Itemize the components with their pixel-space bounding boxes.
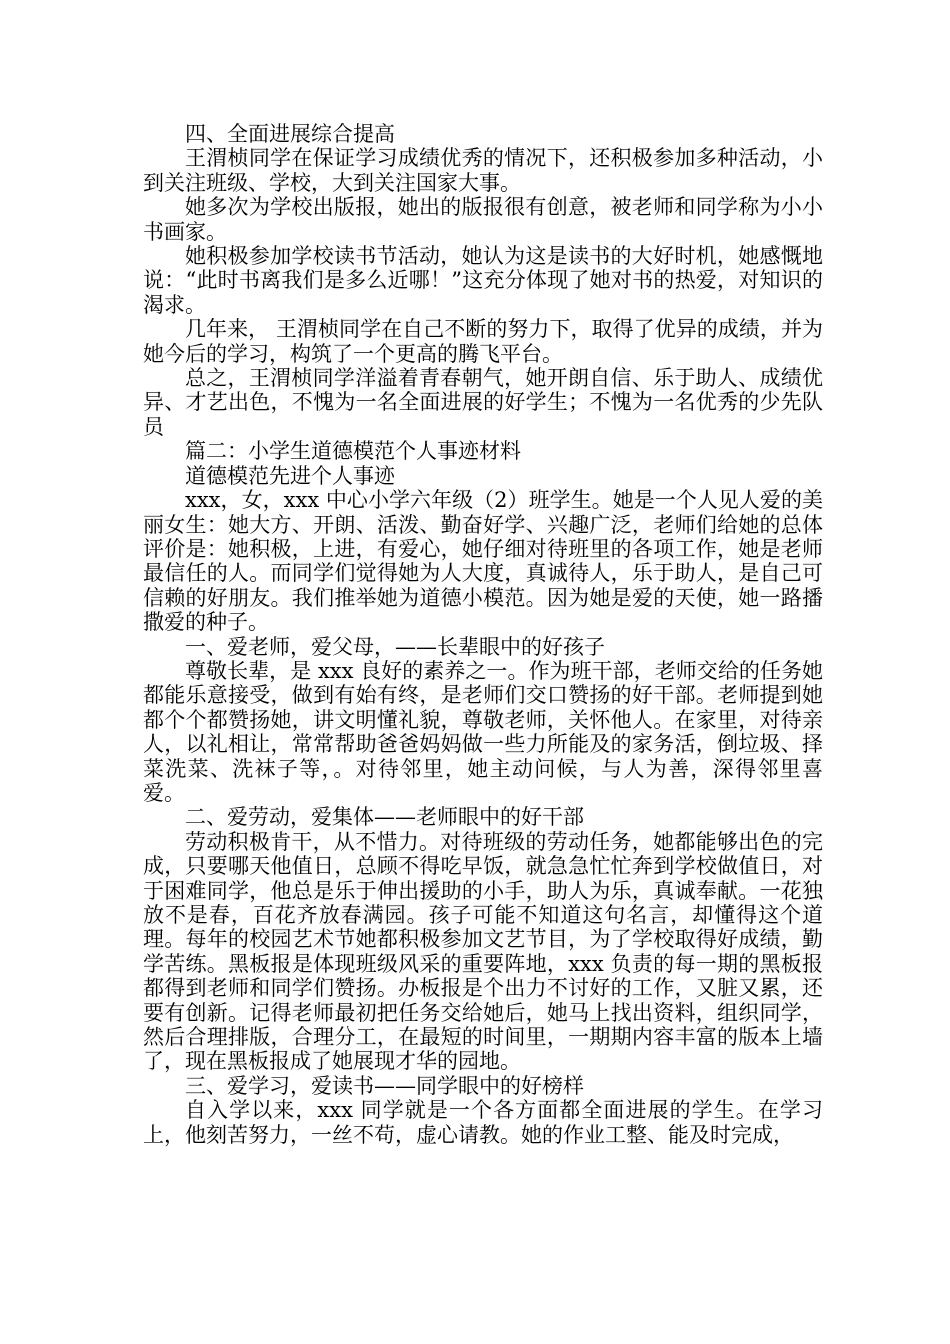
paragraph: xxx，女，xxx 中心小学六年级（2）班学生。她是一个人见人爱的美丽女生：她大方、开朗、活泼、勤奋好学、兴趣广泛，老师们给她的总体评价是：她积极，上进，有爱心，她仔细对待班里的各项工作，她是老师最信任的人。而同学们觉得她为人大度，真诚待人，乐于助人，是自己可信赖的好朋友。我们推举她为道德小模范。因为她是爱的天使，她一路播撒爱的种子。 — [143, 488, 823, 635]
paragraph: 她积极参加学校读书节活动，她认为这是读书的大好时机，她感慨地说：“此时书离我们是多么近哪！”这充分体现了她对书的热爱，对知识的渴求。 — [143, 244, 823, 317]
paragraph: 劳动积极肯干，从不惜力。对待班级的劳动任务，她都能够出色的完成，只要哪天他值日，总顾不得吃早饭，就急急忙忙奔到学校做值日，对于困难同学，他总是乐于伸出援助的小手，助人为乐，真诚奉献。一花独放不是春，百花齐放春满园。孩子可能不知道这句名言，却懂得这个道理。每年的校园艺术节她都积极参加文艺节目，为了学校取得好成绩，勤学苦练。黑板报是体现班级风采的重要阵地，xxx 负责的每一期的黑板报都得到老师和同学们赞扬。办板报是个出力不讨好的工作，又脏又累，还要有创新。记得老师最初把任务交给她后，她马上找出资料，组织同学，然后合理排版，合理分工，在最短的时间里，一期期内容丰富的版本上墙了，现在黑板报成了她展现才华的园地。 — [143, 829, 823, 1074]
paragraph: 总之，王渭桢同学洋溢着青春朝气，她开朗自信、乐于助人、成绩优异、才艺出色，不愧为一名全面进展的好学生；不愧为一名优秀的少先队员 — [143, 366, 823, 439]
article-subtitle: 道德模范先进个人事迹 — [185, 463, 395, 488]
paragraph: 尊敬长辈，是 xxx 良好的素养之一。作为班干部，老师交给的任务她都能乐意接受，做到有始有终，是老师们交口赞扬的好干部。老师提到她都个个都赞扬她，讲文明懂礼貌，尊敬老师，关怀他人。在家里，对待亲人，以礼相让，常常帮助爸爸妈妈做一些力所能及的家务活，倒垃圾、择菜洗菜、洗袜子等，。对待邻里，她主动问候，与人为善，深得邻里喜爱。 — [143, 658, 823, 805]
paragraph: 几年来， 王渭桢同学在自己不断的努力下，取得了优异的成绩，并为她今后的学习，构筑了一个更高的腾飞平台。 — [143, 317, 823, 366]
section-heading-1: 一、爱老师，爱父母，——长辈眼中的好孩子 — [185, 634, 605, 659]
article-title: 篇二：小学生道德模范个人事迹材料 — [185, 439, 521, 464]
section-heading-2: 二、爱劳动，爱集体——老师眼中的好干部 — [185, 805, 584, 830]
paragraph: 自入学以来，xxx 同学就是一个各方面都全面进展的学生。在学习上，他刻苦努力，一丝不苟，虚心请教。她的作业工整、能及时完成， — [143, 1098, 823, 1147]
section-heading-4: 四、全面进展综合提高 — [185, 122, 395, 146]
section-heading-3: 三、爱学习，爱读书——同学眼中的好榜样 — [185, 1073, 584, 1098]
document-body — [143, 122, 823, 1147]
paragraph: 她多次为学校出版报，她出的版报很有创意，被老师和同学称为小小书画家。 — [143, 195, 823, 244]
paragraph: 王渭桢同学在保证学习成绩优秀的情况下，还积极参加多种活动，小到关注班级、学校，大到关注国家大事。 — [143, 146, 823, 195]
